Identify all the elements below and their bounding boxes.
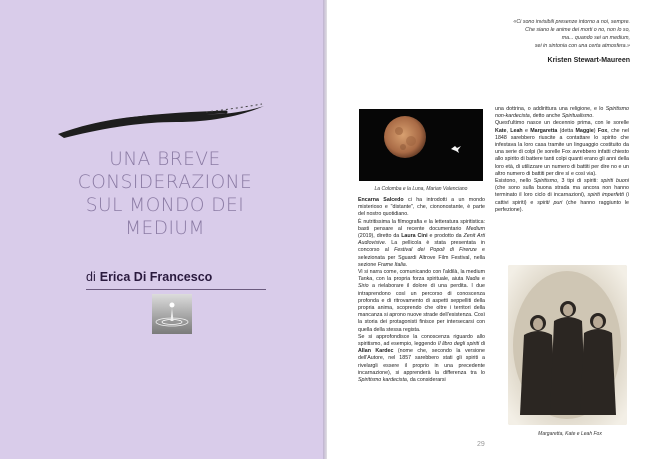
quote-line-1: «Ci sono invisibili presenze intorno a noi, sempre.	[513, 19, 630, 25]
paragraph: Se si approfondisce la conoscenza riguardo allo spiritismo, ad esempio, leggendo Il libro degli spiriti di Allan Kardec (nome che, secondo la versione dell'Autore, nel 1857 sarebbero stati gli spiriti a rivelargli essere il proprio in una precedente incarnazione), si apprenderà la differenza tra lo Spiritismo kardecista, da considerarsi	[358, 333, 485, 384]
title-line-4: MEDIUM	[125, 218, 205, 239]
moon-dove-photo	[359, 109, 483, 181]
paragraph: Encarna Salcedo ci ha introdotti a un mondo misterioso e "distante", che, ciononostante, è parte del nostro quotidiano.	[358, 197, 485, 218]
author-prefix: di	[86, 270, 96, 284]
text-column-right	[495, 106, 629, 214]
epigraph-quote	[390, 18, 630, 50]
title-line-2: CONSIDERAZIONE	[77, 172, 253, 193]
paragraph: È nutritissima la filmografia e la letteratura spiritistica: basti pensare al recente documentario Medium (2019), diretto da Laura Cini e prodotto da Zenit Arti Audiovisive. La pellicola è stata presentata in concorso al Festival dei Popoli di Firenze e selezionata per Sguardi Altrove Film Festival, nella sezione Frame Italia.	[358, 218, 486, 268]
sisters-photo-caption: Margaretta, Kate e Leah Fox	[538, 431, 602, 437]
divider-rule	[86, 289, 266, 290]
text-column-left	[358, 197, 485, 384]
paragraph: una dottrina, o addirittura una religione, e lo Spiritismo non-kardecista, detto anche Spiritualismo.	[495, 106, 629, 120]
title-line-1: UNA BREVE	[109, 149, 221, 170]
moon-photo-caption: La Colomba e la Luna, Marian Valenciano	[374, 186, 468, 192]
page-number: 29	[477, 441, 485, 448]
water-drop-image	[152, 294, 192, 334]
quote-line-4: sei in sintonia con una certa atmosfera.»	[534, 43, 630, 49]
fox-sisters-photo	[508, 265, 627, 425]
author-name: Erica Di Francesco	[99, 270, 213, 284]
paragraph: Vi si narra come, comunicando con l'aldilà, la medium Tanka, con la propria forza spirituale, aiuta Nadia e Sirio a rielaborare il dolore di una perdita. I due intraprendono così un percorso di conoscenza profonda e di ritrovamento di aspetti seppelliti della propria anima, scoprendo che oltre i territori della mancanza si aprono nuove strade dell'esistenza. Così la storia dei protagonisti finisce per intersecarsi con quella della stessa regista.	[358, 269, 485, 333]
paragraph: Esistono, nello Spiritismo, 3 tipi di spiriti: spiriti buoni (che sono sulla buona strada ma ancora non hanno terminato il loro ciclo di incarnazioni), spiriti imperfetti (i cattivi spiriti) e spiriti puri (che hanno raggiunto le perfezione).	[495, 178, 629, 213]
author-byline	[86, 270, 286, 284]
paragraph: Quest'ultimo nasce un decennio prima, con le sorelle Kate, Leah e Margaretta (detta Maggie) Fox, che nel 1848 sarebbero riuscite a contattare lo spirito che infestava la loro casa tramite un linguaggio costituito da una serie di colpi (le sorelle Fox avrebbero infatti chiesto allo spirito di battere tanti colpi quanti erano gli anni della loro età, di utilizzare un numero di battiti per dire no e un altro numero di battiti per dire sì e così via).	[495, 120, 629, 177]
brush-stroke-decoration	[56, 100, 266, 142]
title-line-3: SUL MONDO DEI	[85, 195, 245, 216]
quote-author: Kristen Stewart-Maureen	[547, 57, 630, 64]
quote-line-2: Che siano le anime dei morti o no, non lo so,	[525, 27, 630, 33]
article-title	[70, 148, 260, 240]
quote-line-3: ma... quando sei un medium,	[561, 35, 630, 41]
